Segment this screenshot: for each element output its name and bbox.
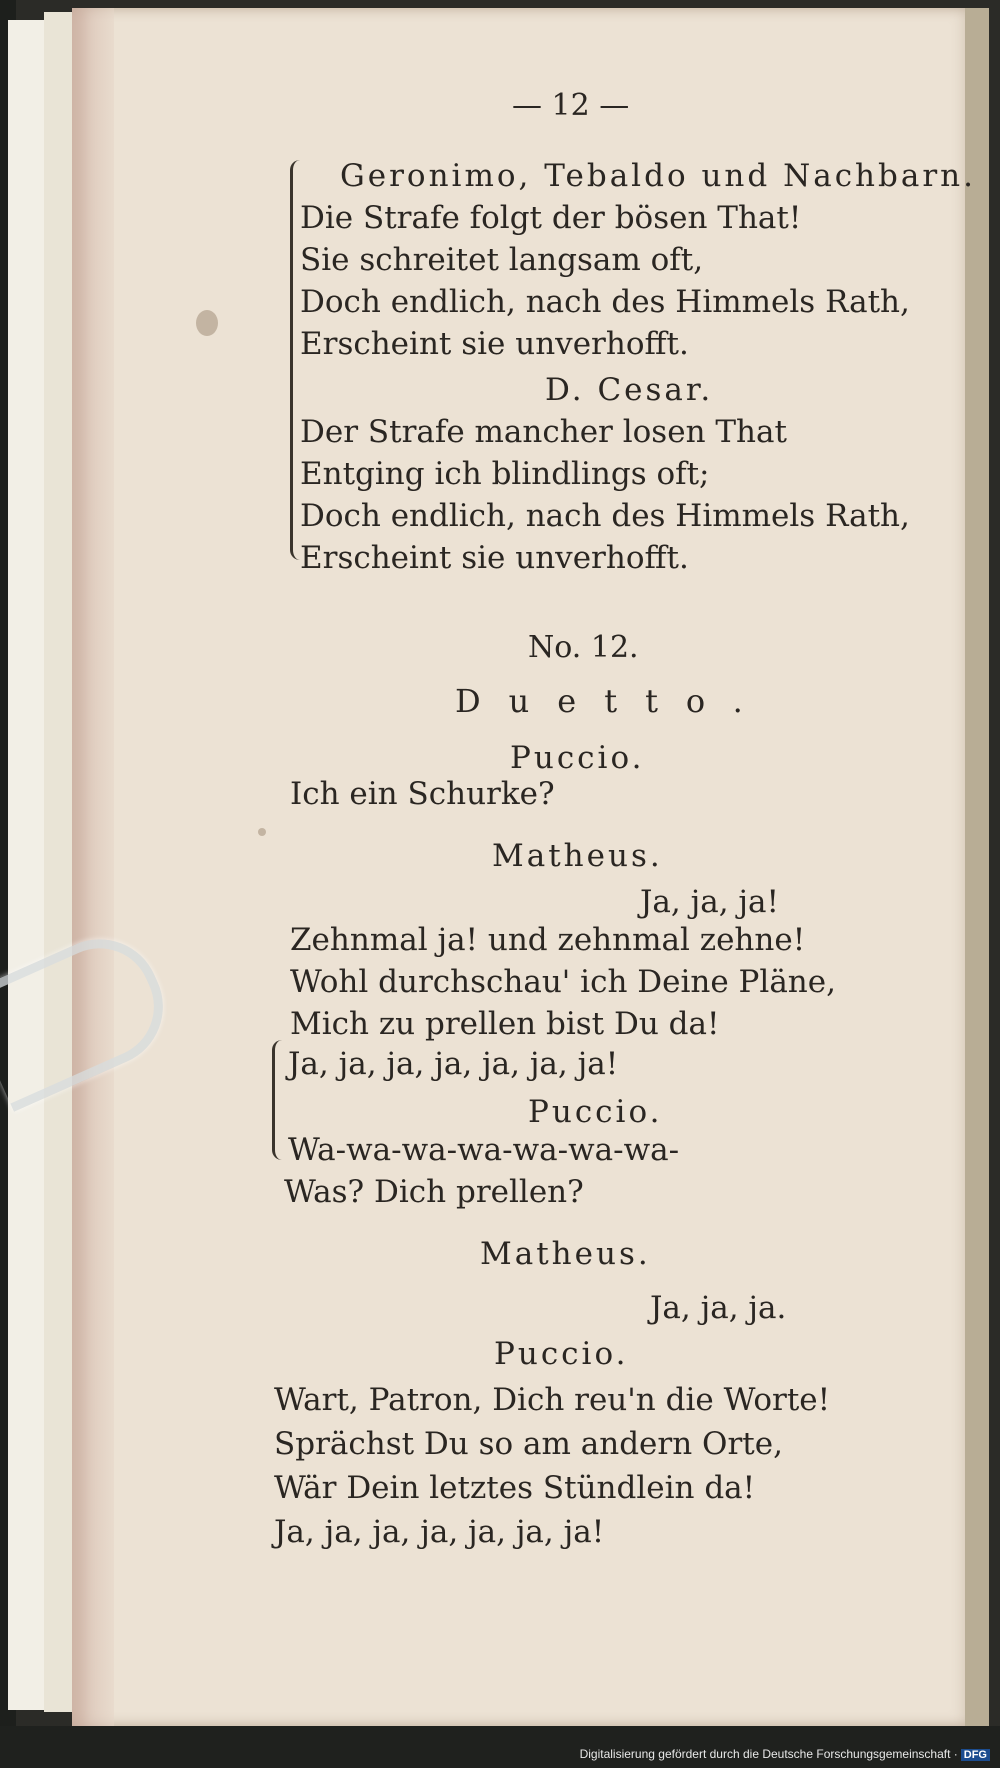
section-title: Duetto. [455,682,771,720]
speaker-puccio: Puccio. [528,1094,663,1130]
verse-line: Ja, ja, ja, ja, ja, ja, ja! [274,1514,605,1550]
verse-line: Ich ein Schurke? [290,776,555,812]
page-gutter-tint [72,8,114,1726]
speaker-puccio: Puccio. [510,740,645,776]
page-number: — 12 — [512,88,630,123]
verse-line: Erscheint sie unverhofft. [300,326,689,362]
verse-line: Erscheint sie unverhofft. [300,540,689,576]
speaker-chorus: Geronimo, Tebaldo und Nachbarn. [340,158,976,194]
verse-line: Wär Dein letztes Stündlein da! [274,1470,756,1506]
verse-line: Wart, Patron, Dich reu'n die Worte! [274,1382,831,1418]
verse-line: Die Strafe folgt der bösen That! [300,200,802,236]
verse-line: Der Strafe mancher losen That [300,414,787,450]
verse-line: Doch endlich, nach des Himmels Rath, [300,498,910,534]
speaker-puccio: Puccio. [494,1336,629,1372]
number-heading: No. 12. [528,630,639,665]
verse-line: Mich zu prellen bist Du da! [290,1006,720,1042]
verse-line: Wa-wa-wa-wa-wa-wa-wa- [288,1132,680,1168]
verse-line: Doch endlich, nach des Himmels Rath, [300,284,910,320]
speaker-cesar: D. Cesar. [545,372,714,408]
ink-stain [258,828,266,836]
speaker-matheus: Matheus. [480,1236,651,1272]
verse-line: Ja, ja, ja. [650,1290,787,1326]
page-right-edge [965,8,989,1726]
verse-line: Sie schreitet langsam oft, [300,242,704,278]
verse-line: Zehnmal ja! und zehnmal zehne! [290,922,806,958]
verse-line: Entging ich blindlings oft; [300,456,710,492]
verse-line: Ja, ja, ja! [640,884,779,920]
ink-stain [196,310,218,336]
verse-line: Wohl durchschau' ich Deine Pläne, [290,964,836,1000]
speaker-matheus: Matheus. [492,838,663,874]
verse-line: Sprächst Du so am andern Orte, [274,1426,783,1462]
verse-line: Ja, ja, ja, ja, ja, ja, ja! [288,1046,619,1082]
digitization-credit [580,1747,990,1761]
dfg-logo: DFG [961,1749,990,1761]
credit-text: Digitalisierung gefördert durch die Deutsche Forschungsgemeinschaft · [579,1747,958,1761]
verse-line: Was? Dich prellen? [284,1174,584,1210]
bracket-duet [272,1040,283,1160]
